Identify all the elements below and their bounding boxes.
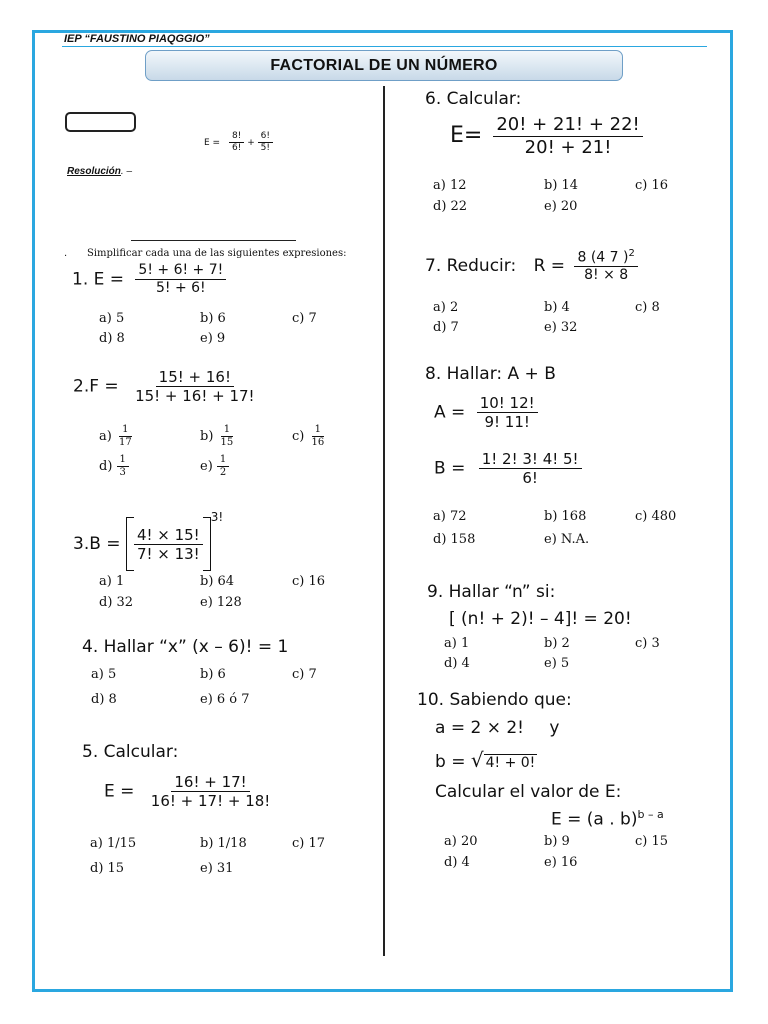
problem-10-prompt: Calcular el valor de E: <box>435 782 622 802</box>
option: a) 2 <box>433 300 459 315</box>
option: a) 12 <box>433 178 467 193</box>
option: b) 1/18 <box>200 836 247 851</box>
option: d) 8 <box>99 331 125 346</box>
problem-6: E= $\frac{20! + 21! + 22!}{20! + 21!}$ <box>450 114 643 158</box>
option: b) 9 <box>544 834 570 849</box>
option: a) $\frac{1}{17}$ <box>99 424 132 448</box>
problem-9-equation: [ (n! + 2)! – 4]! = 20! <box>449 609 632 629</box>
option: e) 128 <box>200 595 242 610</box>
radicand: 4! + 0! <box>485 755 536 771</box>
problem-10-title: 10. Sabiendo que: <box>417 690 572 710</box>
exponent: 3! <box>210 510 224 524</box>
instruction-bullet: . <box>64 248 68 259</box>
option: e) 6 ó 7 <box>200 692 250 707</box>
fraction: $\frac{8 (4 7 )^2}{8! \times 8}$ <box>574 248 637 284</box>
header-rule <box>62 46 707 47</box>
right-bracket <box>203 517 211 571</box>
problem-6-title: 6. Calcular: <box>425 89 522 109</box>
page-title: FACTORIAL DE UN NÚMERO <box>145 50 623 81</box>
problem-5: E = $\frac{16! + 17!}{16! + 17! + 18!}$ <box>104 773 273 810</box>
option: a) 72 <box>433 509 467 524</box>
option: e) 16 <box>544 855 578 870</box>
fraction: $\frac{20! + 21! + 22!}{20! + 21!}$ <box>493 114 642 158</box>
blank-line <box>131 240 296 241</box>
option: c) $\frac{1}{16}$ <box>292 424 325 448</box>
option: e) $\frac{1}{2}$ <box>200 454 229 479</box>
option: d) 7 <box>433 320 459 335</box>
problem-7: 7. Reducir: R = $\frac{8 (4 7 )^2}{8! \times 8}$ <box>425 248 638 284</box>
fraction: $\frac{15! + 16!}{15! + 16! + 17!}$ <box>135 368 255 405</box>
fraction: $\frac{5! + 6! + 7!}{5! + 6!}$ <box>135 262 226 297</box>
problem-9-title: 9. Hallar “n” si: <box>427 582 556 602</box>
option: c) 17 <box>292 836 326 851</box>
problem-4: 4. Hallar “x” (x – 6)! = 1 <box>82 637 289 657</box>
option: e) 20 <box>544 199 578 214</box>
problem-5-title: 5. Calcular: <box>82 742 179 762</box>
option: d) 4 <box>444 855 470 870</box>
fraction: $\frac{4! \times 15!}{7! \times 13!}$ <box>134 526 203 563</box>
problem-10-b: b = √ 4! + 0! <box>435 748 536 772</box>
option: b) 64 <box>200 574 235 589</box>
option: e) 9 <box>200 331 226 346</box>
option: c) 480 <box>635 509 677 524</box>
resolution-label: Resolución. – <box>67 166 133 177</box>
option: c) 3 <box>635 636 660 651</box>
problem-8-title: 8. Hallar: A + B <box>425 364 556 384</box>
option: d) 158 <box>433 532 476 547</box>
option: e) 31 <box>200 861 234 876</box>
option: b) $\frac{1}{15}$ <box>200 424 234 448</box>
problem-10-expression: E = (a . b)$^{b - a}$ <box>551 808 664 830</box>
option: d) 15 <box>90 861 125 876</box>
fraction: $\frac{16! + 17!}{16! + 17! + 18!}$ <box>150 773 271 810</box>
option: a) 1 <box>444 636 470 651</box>
instruction-text: Simplificar cada una de las siguientes expresiones: <box>87 248 347 259</box>
problem-2: 2.F = $\frac{15! + 16!}{15! + 16! + 17!}$ <box>73 368 258 405</box>
option: a) 1 <box>99 574 125 589</box>
option: d) 4 <box>444 656 470 671</box>
example-expression: E = $\frac{8!}{6!}$ + $\frac{6!}{5!}$ <box>204 131 273 154</box>
school-name: IEP “FAUSTINO PIAQGGIO” <box>64 33 210 45</box>
option: a) 1/15 <box>90 836 137 851</box>
option: b) 14 <box>544 178 579 193</box>
option: b) 4 <box>544 300 570 315</box>
option: a) 5 <box>91 667 117 682</box>
option: c) 16 <box>292 574 326 589</box>
option: b) 2 <box>544 636 570 651</box>
option: c) 7 <box>292 667 317 682</box>
option: d) 22 <box>433 199 468 214</box>
answer-box <box>65 112 136 132</box>
option: e) 32 <box>544 320 578 335</box>
problem-3: 3.B = $\frac{4! \times 15!}{7! \times 13!}$ $^{3!}$ <box>73 510 223 571</box>
option: e) 5 <box>544 656 570 671</box>
option: d) 32 <box>99 595 134 610</box>
option: b) 6 <box>200 667 226 682</box>
fraction: $\frac{8!}{6!}$ <box>229 131 244 154</box>
problem-8-b: B = $\frac{1! 2! 3! 4! 5!}{6!}$ <box>434 450 582 487</box>
problem-8-a: A = $\frac{10! 12!}{9! 11!}$ <box>434 394 538 431</box>
problem-1: 1. E = $\frac{5! + 6! + 7!}{5! + 6!}$ <box>72 262 226 297</box>
option: d) $\frac{1}{3}$ <box>99 454 129 479</box>
problem-10-a: a = 2 × 2! y <box>435 718 560 738</box>
option: a) 5 <box>99 311 125 326</box>
option: c) 8 <box>635 300 660 315</box>
radical-sign: √ <box>470 748 484 772</box>
fraction: $\frac{6!}{5!}$ <box>258 131 273 154</box>
option: c) 16 <box>635 178 669 193</box>
fraction: $\frac{1! 2! 3! 4! 5!}{6!}$ <box>479 450 582 487</box>
fraction: $\frac{10! 12!}{9! 11!}$ <box>477 394 538 431</box>
option: c) 15 <box>635 834 669 849</box>
left-bracket <box>126 517 134 571</box>
column-divider <box>383 86 385 956</box>
option: d) 8 <box>91 692 117 707</box>
option: b) 6 <box>200 311 226 326</box>
option: e) N.A. <box>544 532 590 547</box>
option: c) 7 <box>292 311 317 326</box>
option: b) 168 <box>544 509 587 524</box>
option: a) 20 <box>444 834 478 849</box>
